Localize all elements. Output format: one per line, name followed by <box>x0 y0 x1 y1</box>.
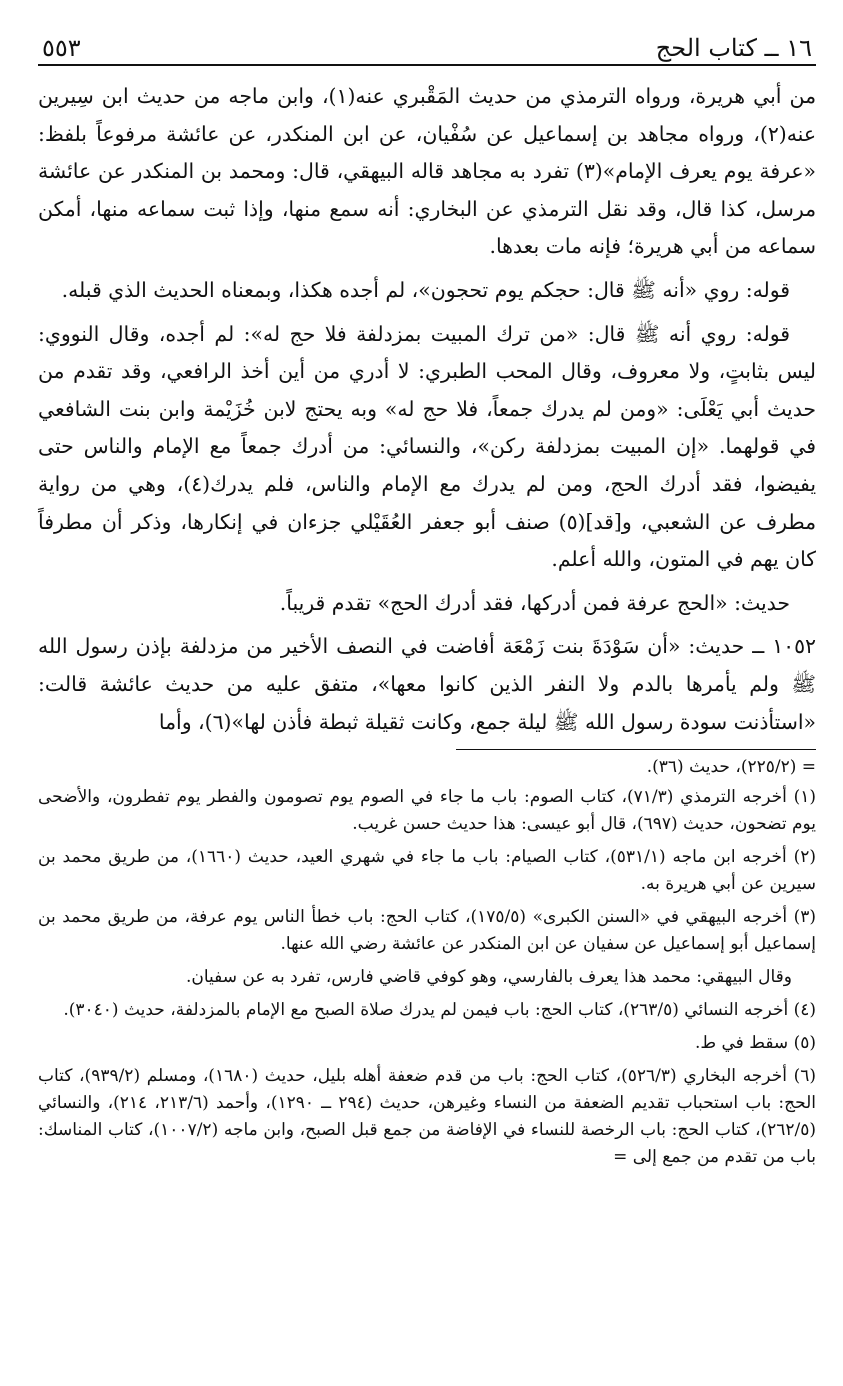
page-number: ٥٥٣ <box>42 34 81 62</box>
footnote-divider <box>456 749 816 750</box>
paragraph: قوله: روي أنه ﷺ قال: «من ترك المبيت بمزدلفة فلا حج له»: لم أجده، وقال النووي: ليس بثابتٍ، ولا معروف، وقال المحب الطبري: لا أدري من أين أخذ الرافعي، وقد تقدم من حديث أبي يَعْلَى: «ومن لم يدرك جمعاً، فلا حج له» وبه يحتج لابن خُزَيْمة وابن بنت الشافعي في قولهما. «إن المبيت بمزدلفة ركن»، والنسائي: من أدرك جمعاً مع الإمام والناس حتى يفيضوا، فقد أدرك الحج، ومن لم يدرك مع الإمام والناس، فلم يدرك(٤)، وهي من رواية مطرف عن الشعبي، و[قد](٥) صنف أبو جعفر العُقَيْلي جزءان في إنكارها، وذكر أن مطرفاً كان يهم في المتون، والله أعلم. <box>38 321 816 572</box>
hadith-paragraph: ١٠٥٢ ــ حديث: «أن سَوْدَةَ بنت زَمْعَة أفاضت في النصف الأخير من مزدلفة بإذن رسول الله ﷺ ولم يأمرها بالدم ولا النفر الذين كانوا معها»، متفق عليه من حديث عائشة قالت: «استأذنت سودة رسول الله ﷺ ليلة جمع، وكانت ثقيلة ثبطة فأذن لها»(٦)، وأما <box>38 634 816 734</box>
footnote-5: (٥) سقط في ط. <box>694 1033 816 1054</box>
paragraph: من أبي هريرة، ورواه الترمذي من حديث المَقْبري عنه(١)، وابن ماجه من حديث ابن سِيرين عنه(٢)، ورواه مجاهد بن إسماعيل عن سُفْيان، عن ابن المنكدر، عن عائشة مرفوعاً بلفظ: «عرفة يوم يعرف الإمام»(٣) تفرد به مجاهد قاله البيهقي، قال: ومحمد بن المنكدر عن عائشة مرسل، كذا قال، وقد نقل الترمذي عن البخاري: أنه سمع منها، وإذا ثبت سماعه منها، أمكن سماعه من أبي هريرة؛ فإنه مات بعدها. <box>38 84 816 259</box>
footnote-1: (١) أخرجه الترمذي (٧١/٣)، كتاب الصوم: باب ما جاء في الصوم يوم تصومون والفطر يوم تفطرون، والأضحى يوم تضحون، حديث (٦٩٧)، قال أبو عيسى: هذا حديث حسن غريب. <box>38 787 816 835</box>
book-page <box>38 34 816 1177</box>
footnote-2: (٢) أخرجه ابن ماجه (٥٣١/١)، كتاب الصيام: باب ما جاء في شهري العيد، حديث (١٦٦٠)، من طريق محمد بن سيرين عن أبي هريرة به. <box>38 847 816 895</box>
footnote-6: (٦) أخرجه البخاري (٥٢٦/٣)، كتاب الحج: باب من قدم ضعفة أهله بليل، حديث (١٦٨٠)، ومسلم (٩٣٩/٢)، كتاب الحج: باب استحباب تقديم الضعفة من النساء وغيرهن، حديث (٢٩٤ ــ ١٢٩٠)، وأحمد (٢١٣/٦، ٢١٤)، والنسائي (٢٦٢/٥)، كتاب الحج: باب الرخصة للنساء في الإفاضة من جمع قبل الصبح، وابن ماجه (١٠٠٧/٢)، كتاب المناسك: باب من تقدم من جمع إلى = <box>38 1066 816 1168</box>
footnotes <box>38 784 816 1171</box>
footnote-3: (٣) أخرجه البيهقي في «السنن الكبرى» (١٧٥/٥)، كتاب الحج: باب خطأ الناس يوم عرفة، من طريق محمد بن إسماعيل أبو إسماعيل عن سفيان عن ابن المنكدر عن عائشة رضي الله عنها. <box>38 907 816 955</box>
footnote-continuation: = (٢٢٥/٢)، حديث (٣٦). <box>646 757 816 778</box>
paragraph: حديث: «الحج عرفة فمن أدركها، فقد أدرك الحج» تقدم قريباً. <box>279 590 790 615</box>
paragraph: قوله: روي «أنه ﷺ قال: حجكم يوم تحجون»، لم أجده هكذا، وبمعناه الحديث الذي قبله. <box>61 277 790 302</box>
footnote-3-note: وقال البيهقي: محمد هذا يعرف بالفارسي، وهو كوفي قاضي فارس، تفرد به عن سفيان. <box>185 967 792 988</box>
main-text <box>38 78 816 741</box>
chapter-title: ١٦ ــ كتاب الحج <box>655 34 812 62</box>
footnote-4: (٤) أخرجه النسائي (٢٦٣/٥)، كتاب الحج: باب فيمن لم يدرك صلاة الصبح مع الإمام بالمزدلفة، حديث (٣٠٤٠). <box>63 1000 816 1021</box>
page-header <box>38 34 816 66</box>
